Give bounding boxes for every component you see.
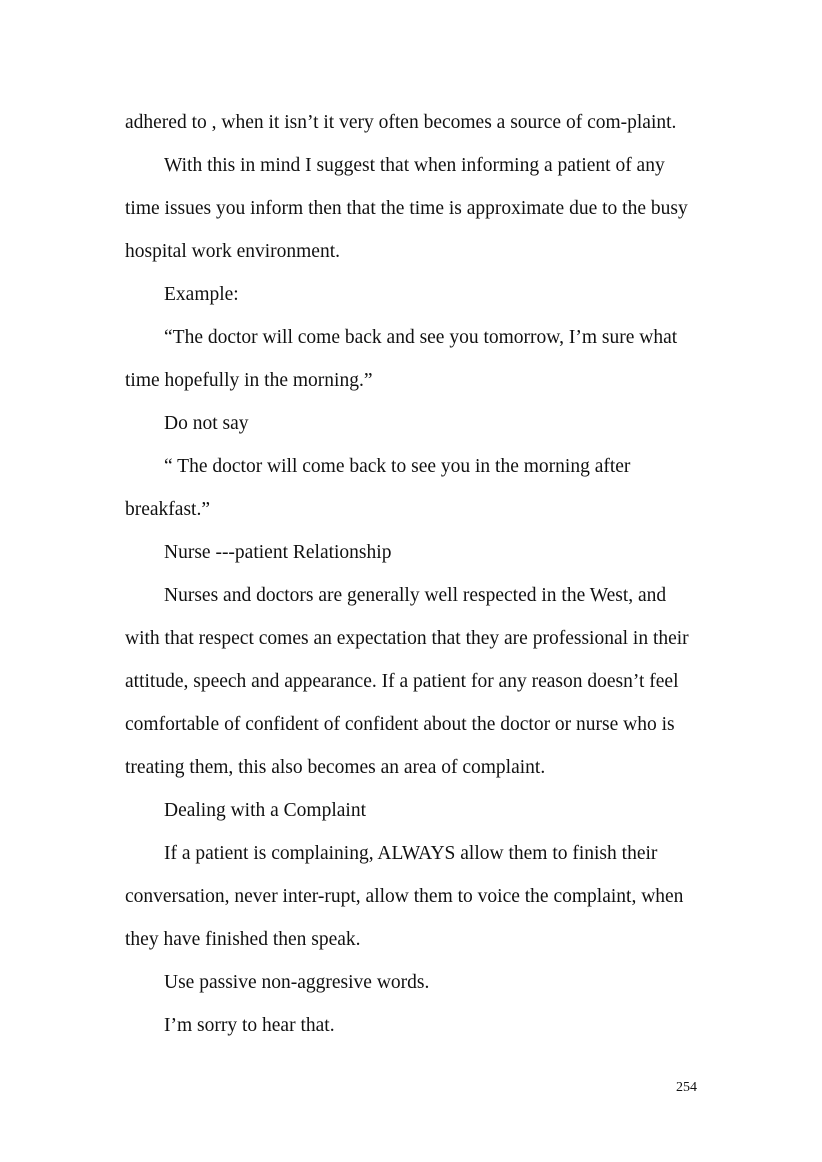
text-line: “ The doctor will come back to see you in the morning after bbox=[164, 456, 631, 477]
text-line: hospital work environment. bbox=[125, 241, 341, 262]
text-line: comfortable of confident of confident about the doctor or nurse who is bbox=[125, 714, 675, 735]
text-line: time hopefully in the morning.” bbox=[125, 370, 373, 391]
section-heading: Dealing with a Complaint bbox=[164, 800, 367, 821]
text-line: Do not say bbox=[164, 413, 249, 434]
text-line: breakfast.” bbox=[125, 499, 210, 520]
text-line: they have finished then speak. bbox=[125, 929, 361, 950]
text-line: Use passive non-aggresive words. bbox=[164, 972, 430, 993]
text-line: time issues you inform then that the time is approximate due to the busy bbox=[125, 198, 688, 219]
text-line: Example: bbox=[164, 284, 239, 305]
text-line: With this in mind I suggest that when informing a patient of any bbox=[164, 155, 665, 176]
text-line: “The doctor will come back and see you tomorrow, I’m sure what bbox=[164, 327, 678, 348]
text-line: attitude, speech and appearance. If a patient for any reason doesn’t feel bbox=[125, 671, 679, 692]
text-line: treating them, this also becomes an area of complaint. bbox=[125, 757, 546, 778]
page-number: 254 bbox=[676, 1080, 697, 1095]
section-heading: Nurse ---patient Relationship bbox=[164, 542, 392, 563]
text-line: adhered to , when it isn’t it very often becomes a source of com-plaint. bbox=[125, 112, 677, 133]
text-line: Nurses and doctors are generally well respected in the West, and bbox=[164, 585, 667, 606]
text-line: If a patient is complaining, ALWAYS allow them to finish their bbox=[164, 843, 658, 864]
text-line: with that respect comes an expectation that they are professional in their bbox=[125, 628, 689, 649]
text-line: I’m sorry to hear that. bbox=[164, 1015, 335, 1036]
text-line: conversation, never inter-rupt, allow them to voice the complaint, when bbox=[125, 886, 684, 907]
